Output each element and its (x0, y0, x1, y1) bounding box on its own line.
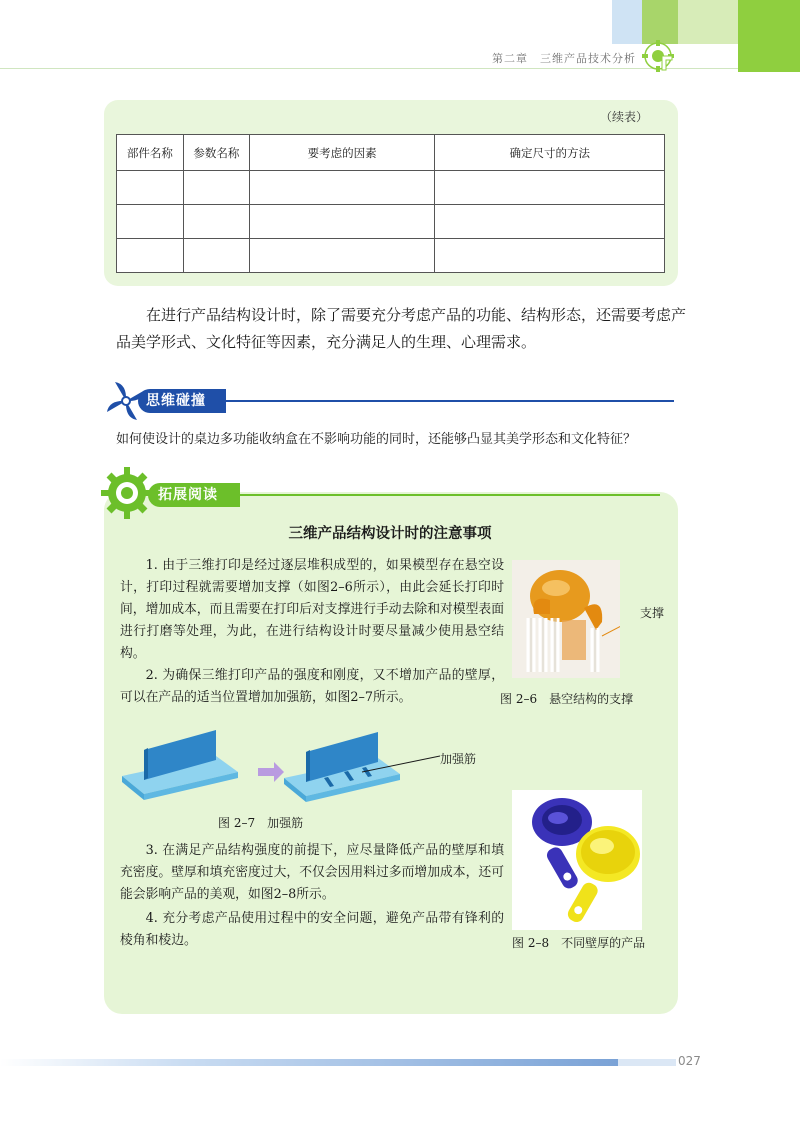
reading-paragraph: 4. 充分考虑产品使用过程中的安全问题，避免产品带有锋利的棱角和棱边。 (120, 911, 504, 948)
reading-badge: 拓展阅读 (148, 483, 240, 507)
table-row (117, 205, 665, 239)
gear-icon (640, 38, 676, 74)
table-cell[interactable] (117, 239, 184, 273)
table-cell[interactable] (435, 205, 665, 239)
reading-paragraph: 1. 由于三维打印是经过逐层堆积成型的，如果模型存在悬空设计，打印过程就需要增加支撑（如图2–6所示），由此会延长打印时间，增加成本，而且需要在打印后对支撑进行手动去除和对模型表面进行打磨等处理，为此，在进行结构设计时要尽量减少使用悬空结构。 (120, 558, 504, 661)
figure-label: 支撑 (640, 606, 665, 620)
reading-title: 三维产品结构设计时的注意事项 (288, 526, 492, 542)
body-paragraph: 在进行产品结构设计时，除了需要充分考虑产品的功能、结构形态，还需要考虑产品美学形式、文化特征等因素，充分满足人的生理、心理需求。 (116, 306, 687, 351)
reading-paragraph: 3. 在满足产品结构强度的前提下，应尽量降低产品的壁厚和填充密度。壁厚和填充密度过大，不仅会因用料过多而增加成本，还可能会影响产品的美观，如图2–8所示。 (120, 843, 504, 902)
table-cell[interactable] (117, 171, 184, 205)
think-question: 如何使设计的桌边多功能收纳盒在不影响功能的同时，还能够凸显其美学形态和文化特征？ (116, 432, 637, 447)
parameter-table (116, 134, 665, 273)
think-badge: 思维碰撞 (138, 389, 226, 413)
figure-caption: 图 2–8 不同壁厚的产品 (512, 936, 646, 950)
table-header-row (117, 135, 665, 171)
table-header: 确定尺寸的方法 (435, 135, 665, 171)
table-cell[interactable] (183, 205, 249, 239)
continued-label: （续表） (600, 110, 649, 124)
footer-bar (0, 1059, 618, 1066)
wall-thickness-products-image (512, 790, 642, 930)
table-cell[interactable] (435, 171, 665, 205)
header-decoration (678, 0, 738, 44)
table-cell[interactable] (117, 205, 184, 239)
table-cell[interactable] (249, 171, 435, 205)
footer-bar (618, 1059, 676, 1066)
table-cell[interactable] (249, 239, 435, 273)
reading-divider (240, 494, 660, 496)
table-cell[interactable] (183, 171, 249, 205)
table-header: 要考虑的因素 (249, 135, 435, 171)
table-row (117, 171, 665, 205)
figure-caption: 图 2–6 悬空结构的支撑 (500, 692, 634, 706)
figure-caption: 图 2–7 加强筋 (218, 816, 304, 830)
chapter-title: 第二章 三维产品技术分析 (492, 52, 636, 65)
support-structure-image (512, 560, 620, 678)
table-header: 参数名称 (183, 135, 249, 171)
page-number: 027 (678, 1054, 701, 1068)
table-row (117, 239, 665, 273)
reading-paragraph: 2. 为确保三维打印产品的强度和刚度，又不增加产品的壁厚，可以在产品的适当位置增加加强筋，如图2–7所示。 (120, 668, 504, 705)
table-header: 部件名称 (117, 135, 184, 171)
gear-icon (100, 466, 154, 520)
rib-reinforcement-image (118, 728, 476, 808)
table-cell[interactable] (249, 205, 435, 239)
header-decoration (738, 0, 800, 72)
think-divider (226, 400, 674, 402)
header-decoration (612, 0, 642, 44)
figure-label: 加强筋 (440, 752, 477, 766)
header-rule (0, 68, 738, 69)
table-cell[interactable] (183, 239, 249, 273)
table-cell[interactable] (435, 239, 665, 273)
